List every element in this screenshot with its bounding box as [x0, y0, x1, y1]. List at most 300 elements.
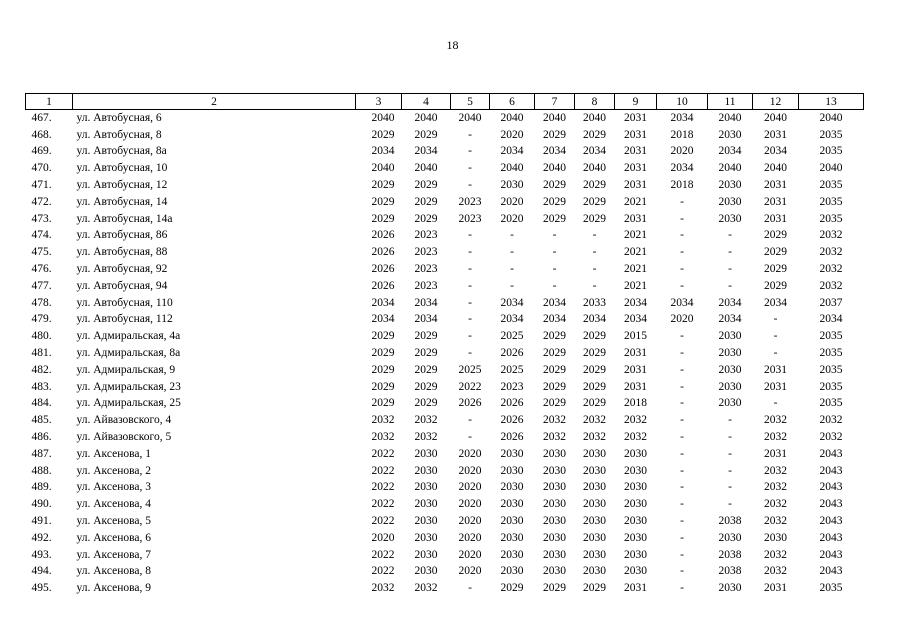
year-cell-col-7: 2030: [543, 515, 566, 528]
year-cell-col-3: 2029: [371, 212, 395, 225]
year-cell-col-8: 2030: [583, 498, 606, 511]
year-cell-col-4: 2030: [414, 548, 438, 561]
year-cell-col-13: 2035: [819, 397, 843, 410]
year-cell-col-7: 2034: [543, 145, 566, 158]
year-cell-col-5: 2023: [458, 212, 482, 225]
year-cell-col-10: -: [680, 414, 684, 427]
year-cell-col-3: 2034: [371, 313, 395, 326]
table-row: [26, 228, 864, 245]
year-cell-col-5: -: [468, 347, 472, 360]
year-cell-col-11: 2030: [718, 179, 742, 192]
year-cell-col-10: 2020: [670, 313, 694, 326]
address-cell: ул. Аксенова, 7: [76, 548, 151, 561]
year-cell-col-7: -: [552, 279, 557, 292]
year-cell-col-7: -: [552, 263, 557, 276]
year-cell-col-10: -: [680, 279, 684, 292]
table-row: [26, 530, 864, 547]
year-cell-col-11: -: [728, 481, 732, 494]
year-cell-col-10: -: [680, 498, 684, 511]
year-cell-col-8: 2030: [583, 515, 606, 528]
column-header-11: 11: [708, 94, 753, 110]
year-cell-col-10: -: [680, 531, 684, 544]
year-cell-col-13: 2043: [819, 464, 843, 477]
address-cell: ул. Аксенова, 9: [76, 582, 151, 595]
row-number: 469.: [31, 145, 52, 158]
address-cell: ул. Аксенова, 4: [76, 498, 151, 511]
year-cell-col-4: 2030: [414, 481, 438, 494]
table-row: [26, 110, 864, 127]
year-cell-col-4: 2030: [414, 531, 438, 544]
year-cell-col-9: 2031: [624, 111, 647, 124]
year-cell-col-8: -: [592, 246, 597, 259]
year-cell-col-12: 2032: [764, 414, 787, 427]
column-header-8: 8: [575, 94, 615, 110]
year-cell-col-5: -: [468, 179, 472, 192]
year-cell-col-12: 2040: [764, 111, 787, 124]
address-cell: ул. Аксенова, 6: [76, 531, 151, 544]
year-cell-col-9: 2030: [624, 565, 647, 578]
year-cell-col-3: 2032: [371, 431, 395, 444]
row-number: 482.: [31, 363, 52, 376]
page-number: 18: [446, 38, 459, 52]
year-cell-col-12: 2031: [764, 363, 787, 376]
year-cell-col-8: -: [592, 229, 597, 242]
year-cell-col-11: 2038: [718, 548, 742, 561]
column-header-3: 3: [356, 94, 402, 110]
year-cell-col-13: 2035: [819, 380, 843, 393]
year-cell-col-5: 2020: [458, 531, 482, 544]
address-cell: ул. Аксенова, 5: [76, 515, 151, 528]
year-cell-col-10: -: [680, 431, 684, 444]
year-cell-col-7: 2029: [543, 195, 566, 208]
year-cell-col-9: 2031: [624, 380, 647, 393]
year-cell-col-6: 2030: [500, 531, 524, 544]
year-cell-col-11: -: [728, 263, 732, 276]
address-cell: ул. Аксенова, 8: [76, 565, 151, 578]
year-cell-col-7: 2029: [543, 380, 566, 393]
year-cell-col-10: -: [680, 229, 684, 242]
year-cell-col-4: 2023: [414, 263, 438, 276]
year-cell-col-10: -: [680, 481, 684, 494]
year-cell-col-11: 2030: [718, 212, 742, 225]
year-cell-col-4: 2029: [414, 363, 438, 376]
year-cell-col-10: -: [680, 263, 684, 276]
year-cell-col-6: 2026: [500, 431, 524, 444]
year-cell-col-12: 2034: [764, 145, 787, 158]
year-cell-col-6: 2030: [500, 447, 524, 460]
year-cell-col-5: -: [468, 145, 472, 158]
year-cell-col-5: 2040: [458, 111, 482, 124]
year-cell-col-12: 2029: [764, 279, 787, 292]
year-cell-col-3: 2029: [371, 363, 395, 376]
year-cell-col-3: 2029: [371, 128, 395, 141]
year-cell-col-6: 2040: [500, 162, 524, 175]
year-cell-col-4: 2029: [414, 179, 438, 192]
year-cell-col-4: 2040: [414, 111, 438, 124]
year-cell-col-10: -: [680, 330, 684, 343]
year-cell-col-8: 2034: [583, 145, 606, 158]
year-cell-col-12: 2031: [764, 179, 787, 192]
year-cell-col-10: 2018: [670, 128, 694, 141]
table-row: [26, 429, 864, 446]
year-cell-col-10: -: [680, 582, 684, 595]
year-cell-col-5: -: [468, 229, 472, 242]
row-number: 485.: [31, 414, 52, 427]
year-cell-col-8: 2032: [583, 431, 606, 444]
year-cell-col-8: 2030: [583, 447, 606, 460]
address-cell: ул. Адмиральская, 8а: [76, 347, 181, 360]
year-cell-col-9: 2021: [624, 263, 647, 276]
year-cell-col-10: -: [680, 447, 684, 460]
year-cell-col-12: -: [773, 313, 778, 326]
year-cell-col-5: -: [468, 414, 472, 427]
year-cell-col-10: 2018: [670, 179, 694, 192]
row-number: 468.: [31, 128, 52, 141]
address-cell: ул. Автобусная, 110: [76, 296, 173, 309]
year-cell-col-4: 2029: [414, 347, 438, 360]
year-cell-col-5: 2020: [458, 464, 482, 477]
year-cell-col-9: 2034: [624, 296, 647, 309]
address-cell: ул. Автобусная, 10: [76, 162, 168, 175]
year-cell-col-5: 2025: [458, 363, 482, 376]
year-cell-col-9: 2030: [624, 498, 647, 511]
year-cell-col-7: 2034: [543, 296, 566, 309]
year-cell-col-10: -: [680, 548, 684, 561]
table-row: [26, 513, 864, 530]
year-cell-col-11: 2030: [718, 397, 742, 410]
row-number: 489.: [31, 481, 52, 494]
table-row: [26, 396, 864, 413]
year-cell-col-13: 2040: [819, 111, 843, 124]
year-cell-col-5: 2020: [458, 481, 482, 494]
year-cell-col-12: 2032: [764, 431, 787, 444]
year-cell-col-13: 2043: [819, 498, 843, 511]
address-cell: ул. Автобусная, 92: [76, 263, 168, 276]
row-number: 486.: [31, 431, 52, 444]
year-cell-col-13: 2034: [819, 313, 843, 326]
year-cell-col-11: -: [728, 431, 732, 444]
year-cell-col-9: 2034: [624, 313, 647, 326]
year-cell-col-7: 2030: [543, 447, 566, 460]
year-cell-col-5: 2020: [458, 565, 482, 578]
year-cell-col-10: -: [680, 347, 684, 360]
year-cell-col-7: 2030: [543, 531, 566, 544]
year-cell-col-13: 2043: [819, 565, 843, 578]
row-number: 490.: [31, 498, 52, 511]
row-number: 479.: [31, 313, 52, 326]
year-cell-col-7: 2030: [543, 498, 566, 511]
year-cell-col-3: 2029: [371, 195, 395, 208]
year-cell-col-6: -: [510, 246, 514, 259]
year-cell-col-5: -: [468, 313, 472, 326]
year-cell-col-10: 2034: [670, 111, 694, 124]
year-cell-col-11: 2034: [718, 296, 742, 309]
year-cell-col-4: 2032: [414, 431, 438, 444]
year-cell-col-6: 2025: [500, 363, 524, 376]
column-header-10: 10: [657, 94, 708, 110]
year-cell-col-9: 2030: [624, 515, 647, 528]
row-number: 478.: [31, 296, 52, 309]
column-header-7: 7: [535, 94, 575, 110]
row-number: 491.: [31, 515, 52, 528]
year-cell-col-3: 2040: [371, 111, 395, 124]
year-cell-col-6: -: [510, 229, 514, 242]
year-cell-col-9: 2031: [624, 347, 647, 360]
year-cell-col-13: 2035: [819, 128, 843, 141]
year-cell-col-10: 2034: [670, 296, 694, 309]
year-cell-col-8: 2029: [583, 330, 606, 343]
row-number: 484.: [31, 397, 52, 410]
year-cell-col-9: 2031: [624, 212, 647, 225]
table-row: [26, 564, 864, 581]
address-cell: ул. Адмиральская, 4а: [76, 330, 181, 343]
table-row: [26, 480, 864, 497]
year-cell-col-8: 2034: [583, 313, 606, 326]
year-cell-col-13: 2032: [819, 229, 843, 242]
year-cell-col-3: 2029: [371, 380, 395, 393]
year-cell-col-10: -: [680, 565, 684, 578]
year-cell-col-7: 2040: [543, 162, 566, 175]
year-cell-col-4: 2030: [414, 565, 438, 578]
row-number: 487.: [31, 447, 52, 460]
year-cell-col-3: 2026: [371, 246, 395, 259]
year-cell-col-7: 2029: [543, 128, 566, 141]
year-cell-col-4: 2029: [414, 380, 438, 393]
year-cell-col-7: 2029: [543, 582, 566, 595]
year-cell-col-5: 2020: [458, 515, 482, 528]
year-cell-col-8: 2040: [583, 162, 606, 175]
year-cell-col-8: -: [592, 279, 597, 292]
year-cell-col-12: 2031: [764, 195, 787, 208]
year-cell-col-6: -: [510, 279, 514, 292]
year-cell-col-6: 2030: [500, 548, 524, 561]
year-cell-col-8: 2030: [583, 548, 606, 561]
year-cell-col-9: 2018: [624, 397, 647, 410]
year-cell-col-3: 2026: [371, 229, 395, 242]
year-cell-col-10: -: [680, 397, 684, 410]
year-cell-col-6: 2026: [500, 397, 524, 410]
year-cell-col-4: 2029: [414, 195, 438, 208]
year-cell-col-11: -: [728, 447, 732, 460]
table-row: [26, 362, 864, 379]
year-cell-col-13: 2043: [819, 481, 843, 494]
column-header-13: 13: [799, 94, 864, 110]
row-number: 470.: [31, 162, 52, 175]
row-number: 494.: [31, 565, 52, 578]
year-cell-col-11: 2034: [718, 313, 742, 326]
year-cell-col-12: -: [773, 330, 778, 343]
address-cell: ул. Айвазовского, 4: [76, 414, 172, 427]
year-cell-col-11: -: [728, 246, 732, 259]
year-cell-col-12: -: [773, 397, 778, 410]
year-cell-col-12: 2031: [764, 447, 787, 460]
year-cell-col-11: 2034: [718, 145, 742, 158]
year-cell-col-11: 2030: [718, 582, 742, 595]
year-cell-col-3: 2022: [371, 548, 395, 561]
table-row: [26, 547, 864, 564]
year-cell-col-8: 2032: [583, 414, 606, 427]
year-cell-col-8: -: [592, 263, 597, 276]
column-header-9: 9: [615, 94, 657, 110]
year-cell-col-6: 2020: [500, 212, 524, 225]
row-number: 473.: [31, 212, 52, 225]
year-cell-col-8: 2029: [583, 582, 606, 595]
year-cell-col-3: 2029: [371, 179, 395, 192]
table-row: [26, 261, 864, 278]
year-cell-col-9: 2031: [624, 128, 647, 141]
year-cell-col-13: 2032: [819, 246, 843, 259]
row-number: 483.: [31, 380, 52, 393]
year-cell-col-5: -: [468, 582, 472, 595]
year-cell-col-4: 2030: [414, 464, 438, 477]
year-cell-col-10: -: [680, 515, 684, 528]
year-cell-col-11: 2030: [718, 195, 742, 208]
year-cell-col-8: 2029: [583, 128, 606, 141]
year-cell-col-5: 2026: [458, 397, 482, 410]
year-cell-col-8: 2033: [583, 296, 606, 309]
year-cell-col-8: 2029: [583, 179, 606, 192]
year-cell-col-13: 2032: [819, 414, 843, 427]
year-cell-col-8: 2030: [583, 531, 606, 544]
year-cell-col-8: 2030: [583, 481, 606, 494]
year-cell-col-12: 2029: [764, 246, 787, 259]
year-cell-col-6: 2040: [500, 111, 524, 124]
row-number: 467.: [31, 111, 52, 124]
year-cell-col-6: 2026: [500, 347, 524, 360]
year-cell-col-10: -: [680, 363, 684, 376]
year-cell-col-8: 2029: [583, 212, 606, 225]
year-cell-col-3: 2020: [371, 531, 395, 544]
year-cell-col-12: 2032: [764, 498, 787, 511]
year-cell-col-3: 2029: [371, 330, 395, 343]
year-cell-col-10: 2020: [670, 145, 694, 158]
year-cell-col-11: 2030: [718, 330, 742, 343]
year-cell-col-4: 2034: [414, 145, 438, 158]
table-header: [26, 94, 864, 110]
year-cell-col-6: 2030: [500, 515, 524, 528]
year-cell-col-5: -: [468, 279, 472, 292]
year-cell-col-13: 2032: [819, 279, 843, 292]
year-cell-col-12: 2032: [764, 565, 787, 578]
year-cell-col-6: 2030: [500, 481, 524, 494]
table-row: [26, 496, 864, 513]
year-cell-col-12: 2031: [764, 212, 787, 225]
column-header-12: 12: [753, 94, 799, 110]
year-cell-col-12: 2032: [764, 548, 787, 561]
year-cell-col-13: 2043: [819, 515, 843, 528]
year-cell-col-6: 2020: [500, 128, 524, 141]
year-cell-col-3: 2022: [371, 464, 395, 477]
year-cell-col-11: 2030: [718, 531, 742, 544]
year-cell-col-7: 2040: [543, 111, 566, 124]
year-cell-col-13: 2035: [819, 330, 843, 343]
address-cell: ул. Автобусная, 14: [76, 195, 168, 208]
table-row: [26, 379, 864, 396]
year-cell-col-3: 2026: [371, 263, 395, 276]
year-cell-col-6: 2020: [500, 195, 524, 208]
year-cell-col-7: -: [552, 229, 557, 242]
year-cell-col-5: 2023: [458, 195, 482, 208]
year-cell-col-9: 2021: [624, 195, 647, 208]
year-cell-col-12: 2032: [764, 481, 787, 494]
row-number: 493.: [31, 548, 52, 561]
year-cell-col-4: 2023: [414, 246, 438, 259]
year-cell-col-10: -: [680, 246, 684, 259]
year-cell-col-6: 2030: [500, 464, 524, 477]
year-cell-col-13: 2035: [819, 212, 843, 225]
address-cell: ул. Автобусная, 94: [76, 279, 168, 292]
year-cell-col-6: 2026: [500, 414, 524, 427]
address-cell: ул. Автобусная, 112: [76, 313, 173, 326]
year-cell-col-3: 2032: [371, 582, 395, 595]
year-cell-col-4: 2032: [414, 414, 438, 427]
column-header-1: 1: [26, 94, 73, 110]
year-cell-col-13: 2035: [819, 195, 843, 208]
year-cell-col-9: 2031: [624, 179, 647, 192]
year-cell-col-8: 2030: [583, 565, 606, 578]
year-cell-col-11: 2038: [718, 565, 742, 578]
column-header-6: 6: [490, 94, 535, 110]
table-row: [26, 446, 864, 463]
year-cell-col-8: 2030: [583, 464, 606, 477]
year-cell-col-6: 2029: [500, 582, 524, 595]
row-number: 477.: [31, 279, 52, 292]
year-cell-col-9: 2032: [624, 431, 647, 444]
year-cell-col-4: 2029: [414, 128, 438, 141]
address-cell: ул. Аксенова, 1: [76, 447, 151, 460]
year-cell-col-10: 2034: [670, 162, 694, 175]
row-number: 472.: [31, 195, 52, 208]
year-cell-col-8: 2029: [583, 380, 606, 393]
address-cell: ул. Аксенова, 2: [76, 464, 151, 477]
row-number: 492.: [31, 531, 52, 544]
year-cell-col-5: 2020: [458, 548, 482, 561]
year-cell-col-11: 2030: [718, 380, 742, 393]
year-cell-col-3: 2032: [371, 414, 395, 427]
year-cell-col-12: 2030: [764, 531, 787, 544]
year-cell-col-4: 2023: [414, 229, 438, 242]
row-number: 474.: [31, 229, 52, 242]
address-cell: ул. Автобусная, 6: [76, 111, 162, 124]
year-cell-col-6: 2023: [500, 380, 524, 393]
year-cell-col-4: 2032: [414, 582, 438, 595]
year-cell-col-11: -: [728, 464, 732, 477]
year-cell-col-12: 2032: [764, 464, 787, 477]
year-cell-col-11: 2040: [718, 162, 742, 175]
address-cell: ул. Айвазовского, 5: [76, 431, 172, 444]
address-cell: ул. Адмиральская, 25: [76, 397, 181, 410]
year-cell-col-3: 2029: [371, 347, 395, 360]
row-number: 488.: [31, 464, 52, 477]
row-number: 495.: [31, 582, 52, 595]
year-cell-col-7: 2030: [543, 565, 566, 578]
year-cell-col-10: -: [680, 195, 684, 208]
year-cell-col-3: 2022: [371, 447, 395, 460]
year-cell-col-13: 2035: [819, 145, 843, 158]
table-row: [26, 177, 864, 194]
year-cell-col-12: 2040: [764, 162, 787, 175]
year-cell-col-8: 2040: [583, 111, 606, 124]
year-cell-col-13: 2035: [819, 363, 843, 376]
year-cell-col-11: -: [728, 414, 732, 427]
table-row: [26, 278, 864, 295]
year-cell-col-8: 2029: [583, 195, 606, 208]
address-cell: ул. Автобусная, 8а: [76, 145, 167, 158]
year-cell-col-13: 2035: [819, 582, 843, 595]
year-cell-col-8: 2029: [583, 397, 606, 410]
year-cell-col-12: 2031: [764, 380, 787, 393]
year-cell-col-13: 2043: [819, 548, 843, 561]
